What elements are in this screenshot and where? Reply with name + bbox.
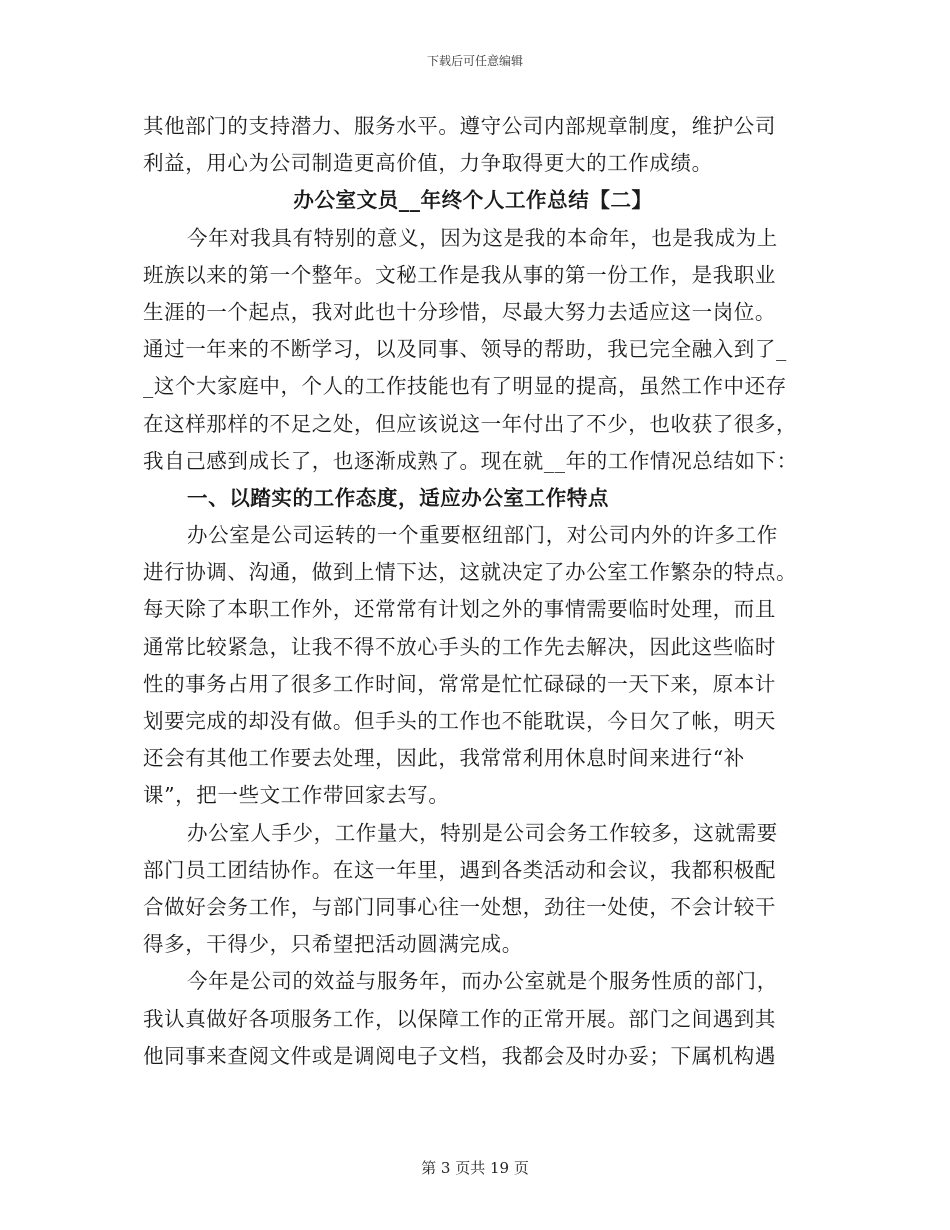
body-line: 性的事务占用了很多工作时间，常常是忙忙碌碌的一天下来，原本计 [143,671,776,696]
body-line: 还会有其他工作要去处理，因此，我常常利用休息时间来进行“补 [143,746,745,771]
body-line: 课”，把一些文工作带回家去写。 [143,783,450,808]
body-line: 班族以来的第一个整年。文秘工作是我从事的第一份工作，是我职业 [143,262,776,287]
section-title: 办公室文员__年终个人工作总结【二】 [293,188,653,213]
body-line: 利益，用心为公司制造更高价值，力争取得更大的工作成绩。 [143,151,713,176]
paragraph-start-line: 今年是公司的效益与服务年，而办公室就是个服务性质的部门， [187,969,778,994]
body-line: 每天除了本职工作外，还常常有计划之外的事情需要临时处理，而且 [143,597,776,622]
paragraph-start-line: 今年对我具有特别的意义，因为这是我的本命年，也是我成为上 [187,225,778,250]
body-line: 合做好会务工作，与部门同事心往一处想，劲往一处使，不会计较干 [143,894,776,919]
paragraph-start-line: 办公室是公司运转的一个重要枢纽部门，对公司内外的许多工作 [187,523,778,548]
paragraph-start-line: 办公室人手少，工作量大，特别是公司会务工作较多，这就需要 [187,820,778,845]
body-line: 我认真做好各项服务工作，以保障工作的正常开展。部门之间遇到其 [143,1006,776,1031]
body-line: 生涯的一个起点，我对此也十分珍惜，尽最大努力去适应这一岗位。 [143,299,776,324]
body-line: 进行协调、沟通，做到上情下达，这就决定了办公室工作繁杂的特点。 [143,560,798,585]
page-header: 下载后可任意编辑 [426,54,523,68]
body-line: 得多，干得少，只希望把活动圆满完成。 [143,932,523,957]
body-line: _这个大家庭中，个人的工作技能也有了明显的提高，虽然工作中还存 [143,374,787,399]
body-line: 通过一年来的不断学习，以及同事、领导的帮助，我已完全融入到了_ [143,337,787,362]
body-line: 他同事来查阅文件或是调阅电子文档，我都会及时办妥；下属机构遇 [143,1043,776,1068]
body-line: 我自己感到成长了，也逐渐成熟了。现在就__年的工作情况总结如下： [143,448,798,473]
document-body [143,108,803,1075]
body-line: 部门员工团结协作。在这一年里，遇到各类活动和会议，我都积极配 [143,857,776,882]
body-line: 在这样那样的不足之处，但应该说这一年付出了不少，也收获了很多， [143,411,798,436]
body-line: 通常比较紧急，让我不得不放心手头的工作先去解决，因此这些临时 [143,634,776,659]
subsection-heading: 一、以踏实的工作态度，适应办公室工作特点 [187,485,609,510]
body-line: 其他部门的支持潜力、服务水平。遵守公司内部规章制度，维护公司 [143,114,776,138]
page-footer: 第 3 页共 19 页 [421,1159,529,1177]
body-line: 划要完成的却没有做。但手头的工作也不能耽误，今日欠了帐，明天 [143,709,776,733]
